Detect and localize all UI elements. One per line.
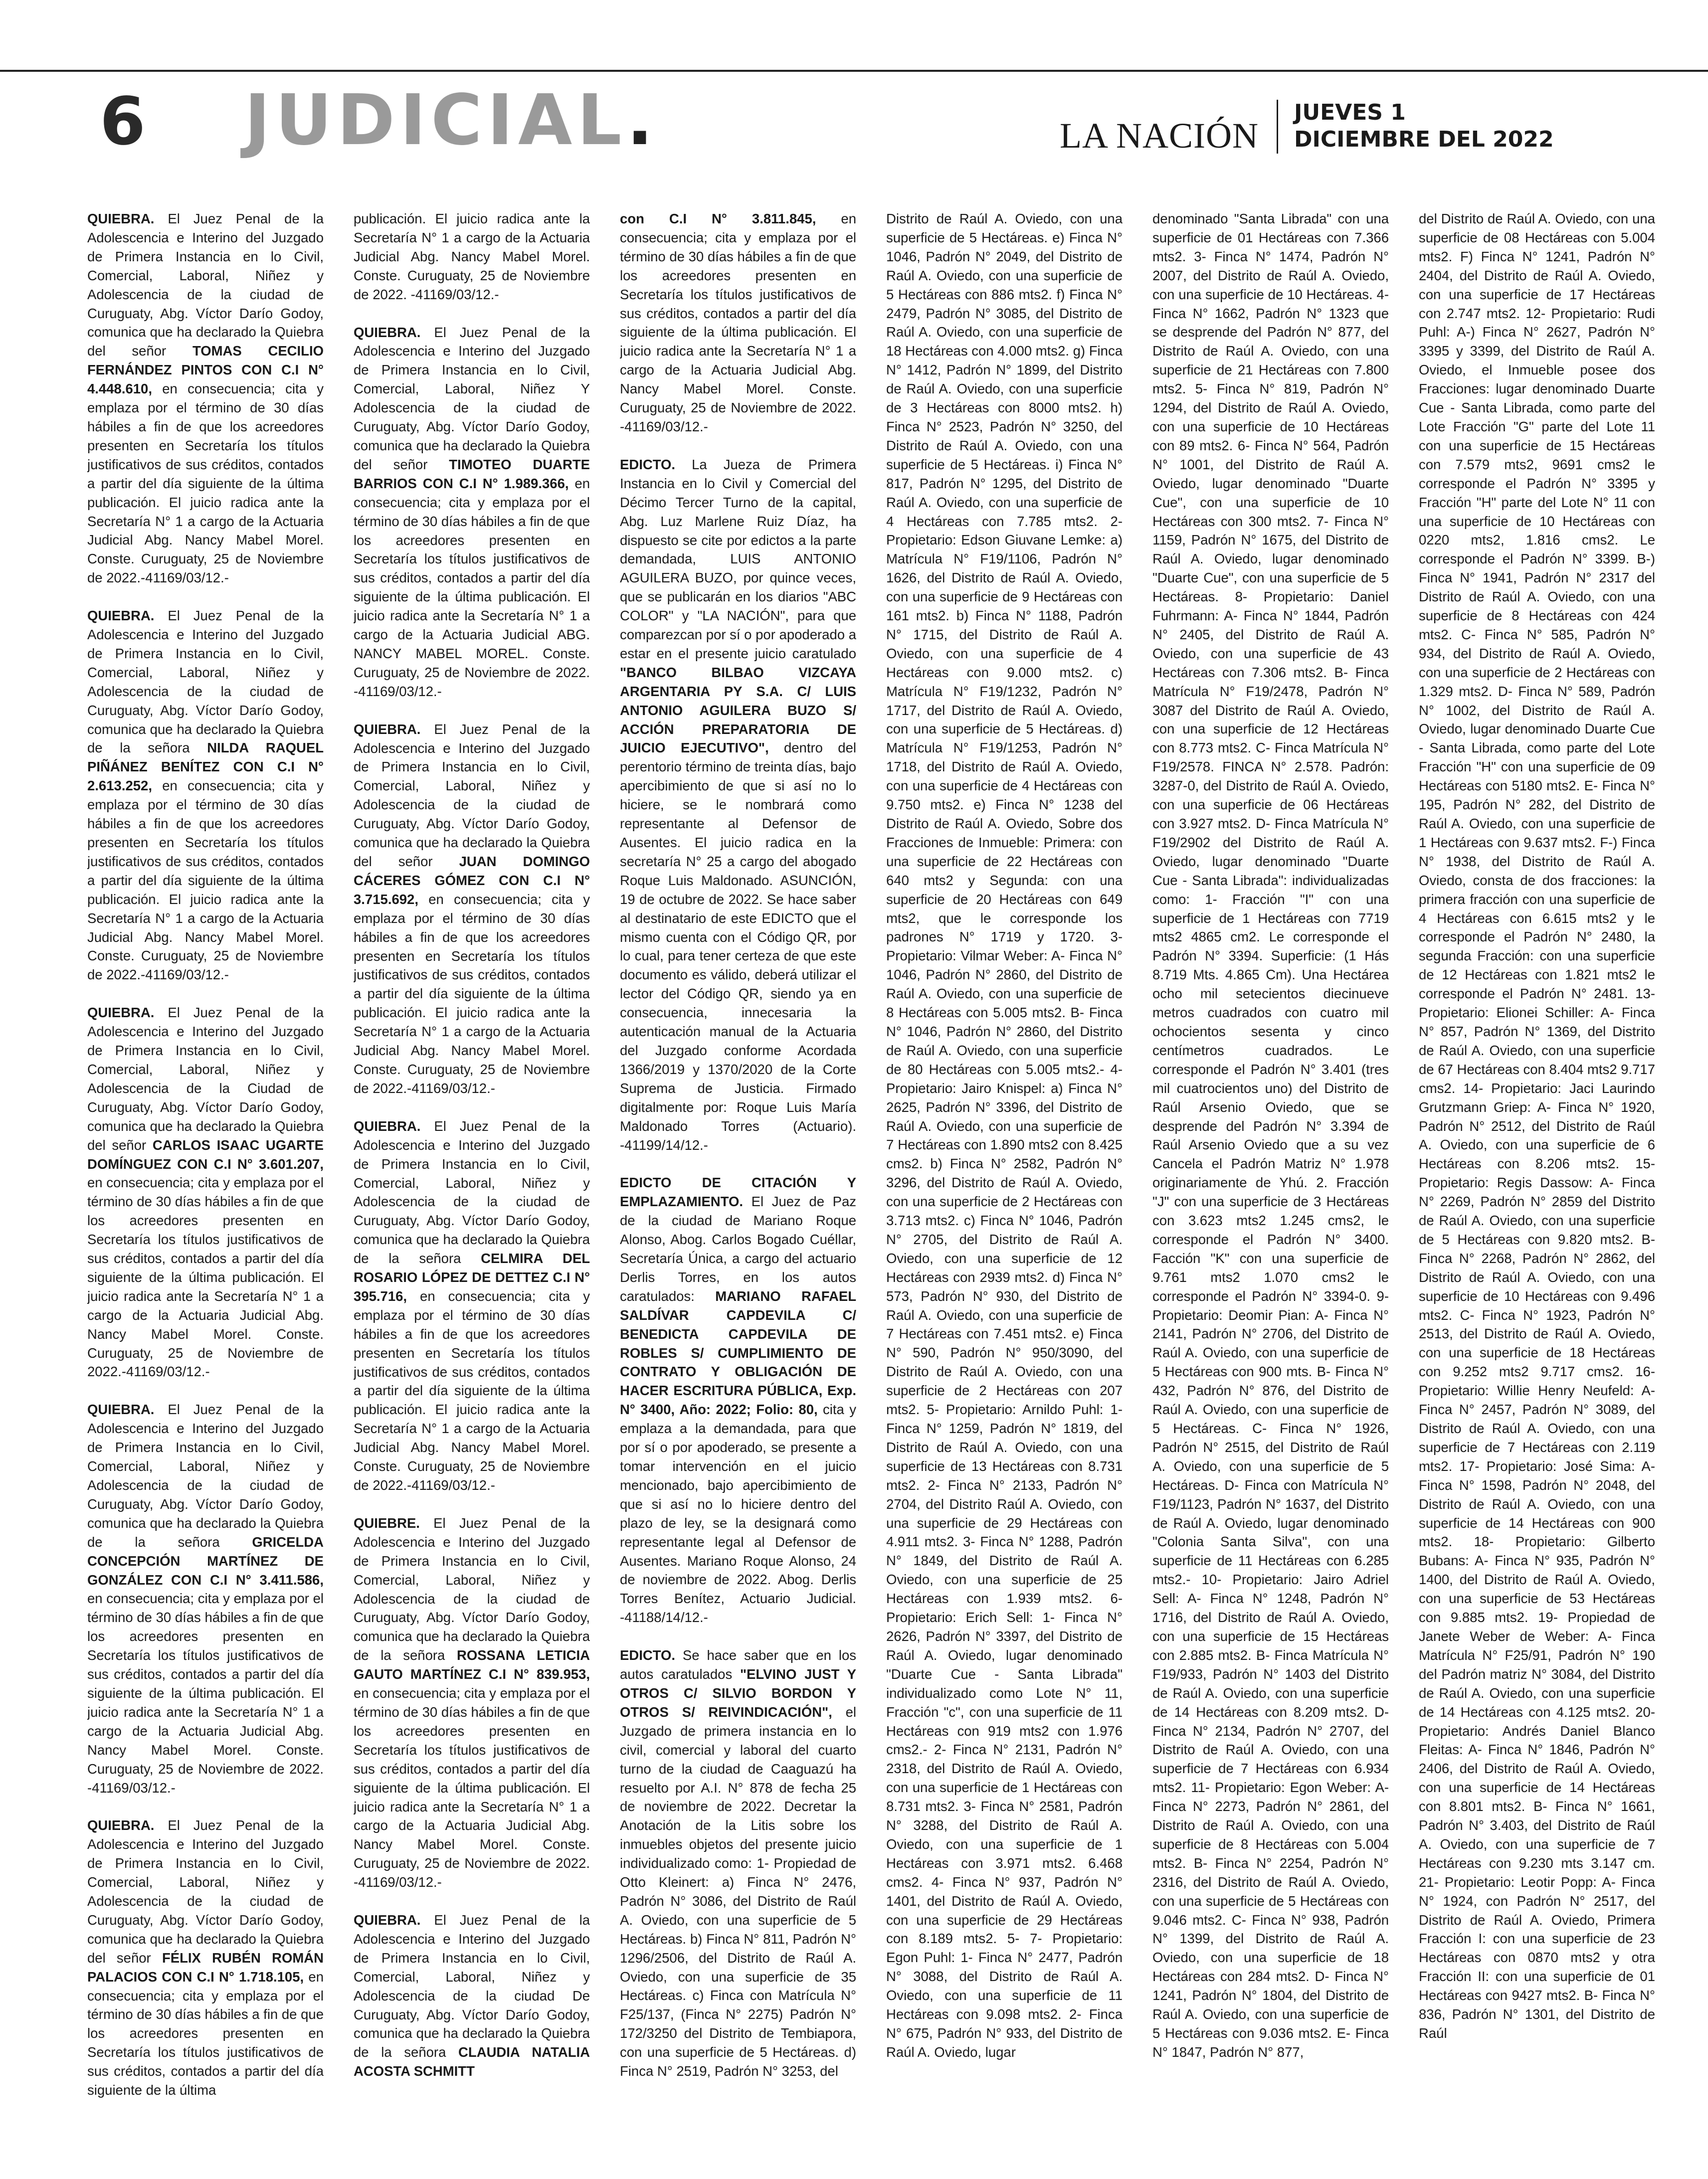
notice-bold-text: QUIEBRA.: [87, 1402, 155, 1418]
notice-text: en consecuencia; cita y emplaza por el término de 30 días hábiles a fin de que los acreedores presenten en Secretaría los títulos justificativos de sus créditos, contados a partir del día siguiente de la última publicación. El juicio radica ante la Secretaría N° 1 a cargo de la Actuaria Judicial Abg. Nancy Mabel Morel. Conste. Curuguaty, 25 de Noviembre de 2022.-41169/03/12.-: [87, 778, 324, 983]
notice-text: El Juez Penal de la Adolescencia e Interino del Juzgado de Primera Instancia en lo Civil, Comercial, Laboral, Niñez y Adolescencia de la Ciudad de Curuguaty, Abg. Víctor Darío Godoy, comunica que ha declarado la Quiebra del señor: [87, 1005, 324, 1153]
notice-text: en consecuencia; cita y emplaza por el término de 30 días hábiles a fin de que los acreedores presenten en Secretaría los títulos justificativos de sus créditos, contados a partir del día siguiente de la última publicación. El juicio radica ante la Secretaría N° 1 a cargo de la Actuaria Judicial Abg. Nancy Mabel Morel. Conste. Curuguaty, 25 de Noviembre de 2022.-41169/03/12.-: [87, 381, 324, 586]
notice-bold-text: EDICTO DE CITACIÓN Y EMPLAZAMIENTO.: [620, 1175, 856, 1210]
header-rule: [0, 70, 1708, 72]
notice-bold-text: QUIEBRA.: [87, 608, 155, 624]
classifieds-columns: [87, 209, 1656, 2154]
notice-bold-text: QUIEBRE.: [354, 1515, 420, 1531]
legal-notice: [354, 1117, 590, 1495]
newspaper-logo: LA NACIÓN: [1060, 116, 1259, 156]
notice-text: El Juez Penal de la Adolescencia e Interino del Juzgado de Primera Instancia en lo Civil, Comercial, Laboral, Niñez y Adolescencia de la ciudad De Curuguaty, Abg. Víctor Darío Godoy, comunica que ha declarado la Quiebra de la señora: [354, 1912, 590, 2060]
notice-text: El Juez Penal de la Adolescencia e Interino del Juzgado de Primera Instancia en lo Civil, Comercial, Laboral, Niñez Y Adolescencia de la ciudad de Curuguaty, Abg. Víctor Darío Godoy, comunica que ha declarado la Quiebra del señor: [354, 324, 590, 472]
legal-notice: [87, 606, 324, 984]
legal-notice: [87, 1400, 324, 1797]
legal-notice: [620, 1173, 856, 1627]
legal-notice: [620, 209, 856, 436]
text-column-3: [620, 209, 856, 2154]
notice-text: El Juez Penal de la Adolescencia e Interino del Juzgado de Primera Instancia en lo Civil, Comercial, Laboral, Niñez y Adolescencia de la ciudad de Curuguaty, Abg. Víctor Darío Godoy, comunica que ha declarado la Quiebra de la señora: [354, 1118, 590, 1267]
notice-bold-text: CARLOS ISAAC UGARTE DOMÍNGUEZ CON C.I N° 3.601.207,: [87, 1137, 324, 1172]
notice-text: Se hace saber que en los autos caratulados: [620, 1647, 856, 1682]
legal-notice: [87, 209, 324, 587]
notice-text: El Juez Penal de la Adolescencia e Interino del Juzgado de Primera Instancia en lo Civil, Comercial, Laboral, Niñez y Adolescencia de la ciudad de Curuguaty, Abg. Víctor Darío Godoy, comunica que ha declarado la Quiebra de la señora: [354, 1515, 590, 1663]
notice-bold-text: ROSSANA LETICIA GAUTO MARTÍNEZ C.I N° 839.953,: [354, 1647, 590, 1682]
notice-text: en consecuencia; cita y emplaza por el término de 30 días hábiles a fin de que los acreedores presenten en Secretaría los títulos justificativos de sus créditos, contados a partir del día siguiente de la última publicación. El juicio radica ante la Secretaría N° 1 a cargo de la Actuaria Judicial Abg. Nancy Mabel Morel. Conste. Curuguaty, 25 de Noviembre de 2022. -41169/03/12.-: [354, 1685, 590, 1890]
notice-text: en consecuencia; cita y emplaza por el término de 30 días hábiles a fin de que los acreedores presenten en Secretaría los títulos justificativos de sus créditos, contados a partir del día siguiente de la última publicación. El juicio radica ante la Secretaría N° 1 a cargo de la Actuaria Judicial Abg. Nancy Mabel Morel. Conste. Curuguaty, 25 de Noviembre de 2022.-41169/03/12.-: [354, 1288, 590, 1493]
notice-text: del Distrito de Raúl A. Oviedo, con una superficie de 08 Hectáreas con 5.004 mts2. F) Finca N° 1241, Padrón N° 2404, del Distrito de Raúl A. Oviedo, con una superficie de 17 Hectáreas con 2.747 mts2. 12- Propietario: Rudi Puhl: A-) Finca N° 2627, Padrón N° 3395 y 3399, del Distrito de Raúl A. Oviedo, el Inmueble posee dos Fracciones: lugar denominado Duarte Cue - Santa Librada, como parte del Lote Fracción "G" parte del Lote 11 con una superficie de 15 Hectáreas con 7.579 mts2, 9691 cms2 le corresponde el Padrón N° 3395 y Fracción "H" parte del Lote N° 11 con una superficie de 10 Hectáreas con 0220 mts2, 1.816 cms2. Le corresponde el Padrón N° 3399. B-) Finca N° 1941, Padrón N° 2317 del Distrito de Raúl A. Oviedo, con una superficie de 8 Hectáreas con 424 mts2. C- Finca N° 585, Padrón N° 934, del Distrito de Raúl A. Oviedo, con una superficie de 2 Hectáreas con 1.329 mts2. D- Finca N° 589, Padrón N° 1002, del Distrito de Raúl A. Oviedo, lugar denominado Duarte Cue - Santa Librada, como parte del Lote Fracción "H" con una superficie de 09 Hectáreas con 5180 mts2. E- Finca N° 195, Padrón N° 282, del Distrito de Raúl A. Oviedo, con una superficie de 1 Hectáreas con 9.637 mts2. F-) Finca N° 1938, del Distrito de Raúl A. Oviedo, consta de dos fracciones: la primera fracción con una superficie de 4 Hectáreas con 6.615 mts2 y le corresponde el Padrón N° 2480, la segunda Fracción: con una superficie de 12 Hectáreas con 1.821 mts2 le corresponde el Padrón N° 2481. 13- Propietario: Elionei Schiller: A- Finca N° 857, Padrón N° 1369, del Distrito de Raúl A. Oviedo, con una superficie de 67 Hectáreas con 8.404 mts2 9.717 cms2. 14- Propietario: Jaci Laurindo Grutzmann Griep: A- Finca N° 1920, Padrón N° 2512, del Distrito de Raúl A. Oviedo, con una superficie de 6 Hectáreas con 8.206 mts2. 15- Propietario: Regis Dassow: A- Finca N° 2269, Padrón N° 2859 del Distrito de Raúl A. Oviedo, con una superficie de 5 Hectáreas con 9.820 mts2. B- Finca N° 2268, Padrón N° 2862, del Distrito de Raúl A. Oviedo, con una superficie de 10 Hectáreas con 9.496 mts2. C- Finca N° 1923, Padrón N° 2513, del Distrito de Raúl A. Oviedo, con una superficie de 18 Hectáreas con 9.252 mts2 9.717 cms2. 16- Propietario: Willie Henry Neufeld: A- Finca N° 2457, Padrón N° 3089, del Distrito de Raúl A. Oviedo, con una superficie de 7 Hectáreas con 2.119 mts2. 17- Propietario: José Sima: A- Finca N° 1598, Padrón N° 2048, del Distrito de Raúl A. Oviedo, con una superficie de 14 Hectáreas con 900 mts2. 18- Propietario: Gilberto Bubans: A- Finca N° 935, Padrón N° 1400, del Distrito de Raúl A. Oviedo, con una superficie de 53 Hectáreas con 9.885 mts2. 19- Propiedad de Janete Weber de Weber: A- Finca Matrícula N° F25/91, Padrón N° 190 del Padrón matriz N° 3084, del Distrito de Raúl A. Oviedo, con una superficie de 14 Hectáreas con 4.125 mts2. 20- Propietario: Andrés Daniel Blanco Fleitas: A- Finca N° 1846, Padrón N° 2406, del Distrito de Raúl A. Oviedo, con una superficie de 14 Hectáreas con 8.801 mts2. B- Finca N° 1661, Padrón N° 3.403, del Distrito de Raúl A. Oviedo, con una superficie de 7 Hectáreas con 9.230 mts 3.147 cm. 21- Propietario: Leotir Popp: A- Finca N° 1924, con Padrón N° 2517, del Distrito de Raúl A. Oviedo, Primera Fracción I: con una superficie de 23 Hectáreas con 0870 mts2 y otra Fracción II: con una superficie de 01 Hectáreas con 9427 mts2. B- Finca N° 836, Padrón N° 1301, del Distrito de Raúl: [1419, 211, 1655, 2041]
notice-bold-text: NILDA RAQUEL PIÑÁNEZ BENÍTEZ CON C.I N° 2.613.252,: [87, 740, 324, 794]
notice-bold-text: "ELVINO JUST Y OTROS C/ SILVIO BORDON Y OTROS S/ REIVINDICACIÓN",: [620, 1666, 856, 1720]
notice-text: en consecuencia; cita y emplaza por el término de 30 días hábiles a fin de que los acreedores presenten en Secretaría los títulos justificativos de sus créditos, contados a partir del día siguiente de la última publicación. El juicio radica ante la Secretaría N° 1 a cargo de la Actuaria Judicial Abg. Nancy Mabel Morel. Conste. Curuguaty, 25 de Noviembre de 2022.-41169/03/12.-: [354, 891, 590, 1096]
legal-notice: [620, 455, 856, 1155]
section-dot: .: [626, 80, 658, 161]
legal-notice: [354, 209, 590, 304]
notice-text: denominado "Santa Librada" con una superficie de 01 Hectáreas con 7.366 mts2. 3- Finca N° 1474, Padrón N° 2007, del Distrito de Raúl A. Oviedo, con una superficie de 10 Hectáreas. 4- Finca N° 1662, Padrón N° 1323 que se desprende del Padrón N° 877, del Distrito de Raúl A. Oviedo, con una superficie de 21 Hectáreas con 7.800 mts2. 5- Finca N° 819, Padrón N° 1294, del Distrito de Raúl A. Oviedo, con una superficie de 10 Hectáreas con 89 mts2. 6- Finca N° 564, Padrón N° 1001, del Distrito de Raúl A. Oviedo, lugar denominado "Duarte Cue", con una superficie de 10 Hectáreas con 300 mts2. 7- Finca N° 1159, Padrón N° 1675, del Distrito de Raúl A. Oviedo, lugar denominado "Duarte Cue", con una superficie de 5 Hectáreas. 8- Propietario: Daniel Fuhrmann: A- Finca N° 1844, Padrón N° 2405, del Distrito de Raúl A. Oviedo, con una superficie de 43 Hectáreas con 7.306 mts2. B- Finca Matrícula N° F19/2478, Padrón N° 3087 del Distrito de Raúl A. Oviedo, con una superficie de 12 Hectáreas con 8.773 mts2. C- Finca Matrícula N° F19/2578. FINCA N° 2.578. Padrón: 3287-0, del Distrito de Raúl A. Oviedo, con una superficie de 06 Hectáreas con 3.927 mts2. D- Finca Matrícula N° F19/2902 del Distrito de Raúl A. Oviedo, lugar denominado "Duarte Cue - Santa Librada": individualizadas como: 1- Fracción "I" con una superficie de 1 Hectáreas con 7719 mts2 4865 cm2. Le corresponde el Padrón N° 3394. Superficie: (1 Hás 8.719 Mts. 4.865 Cm). Una Hectárea ocho mil setecientos diecinueve metros cuadrados con cuatro mil ochocientos sesenta y cinco centímetros cuadrados. Le corresponde el Padrón N° 3.401 (tres mil cuatrocientos uno) del Distrito de Raúl Arsenio Oviedo, que se desprende del Padrón N° 3.394 de Raúl Arsenio Oviedo que a su vez Cancela el Padrón Matriz N° 1.978 originariamente de Yhú. 2. Fracción "J" con una superficie de 3 Hectáreas con 3.623 mts2 1.245 cms2, le corresponde el Padrón N° 3400. Facción "K" con una superficie de 9.761 mts2 1.070 cms2 le corresponde el Padrón N° 3394-0. 9- Propietario: Deomir Pian: A- Finca N° 2141, Padrón N° 2706, del Distrito de Raúl A. Oviedo, con una superficie de 5 Hectáreas con 900 mts. B- Finca N° 432, Padrón N° 876, del Distrito de Raúl A. Oviedo, con una superficie de 5 Hectáreas. C- Finca N° 1926, Padrón N° 2515, del Distrito de Raúl A. Oviedo, con una superficie de 5 Hectáreas. D- Finca con Matrícula N° F19/1123, Padrón N° 1637, del Distrito de Raúl A. Oviedo, lugar denominado "Colonia Santa Silva", con una superficie de 11 Hectáreas con 6.285 mts2.- 10- Propietario: Jairo Adriel Sell: A- Finca N° 1248, Padrón N° 1716, del Distrito de Raúl A. Oviedo, con una superficie de 15 Hectáreas con 2.885 mts2. B- Finca Matrícula N° F19/933, Padrón N° 1403 del Distrito de Raúl A. Oviedo, con una superficie de 14 Hectáreas con 8.209 mts2. D- Finca N° 2134, Padrón N° 2707, del Distrito de Raúl A. Oviedo, con una superficie de 7 Hectáreas con 6.934 mts2. 11- Propietario: Egon Weber: A- Finca N° 2273, Padrón N° 2861, del Distrito de Raúl A. Oviedo, con una superficie de 8 Hectáreas con 5.004 mts2. B- Finca N° 2254, Padrón N° 2316, del Distrito de Raúl A. Oviedo, con una superficie de 5 Hectáreas con 9.046 mts2. C- Finca N° 938, Padrón N° 1399, del Distrito de Raúl A. Oviedo, con una superficie de 18 Hectáreas con 284 mts2. D- Finca N° 1241, Padrón N° 1804, del Distrito de Raúl A. Oviedo, con una superficie de 5 Hectáreas con 9.036 mts2. E- Finca N° 1847, Padrón N° 877,: [1152, 211, 1389, 2060]
notice-bold-text: QUIEBRA.: [354, 324, 421, 340]
legal-notice: [354, 323, 590, 701]
notice-bold-text: GRICELDA CONCEPCIÓN MARTÍNEZ DE GONZÁLEZ CON C.I N° 3.411.586,: [87, 1534, 324, 1588]
legal-notice: [354, 1911, 590, 2081]
notice-bold-text: EDICTO.: [620, 1647, 676, 1663]
notice-text: El Juez Penal de la Adolescencia e Interino del Juzgado de Primera Instancia en lo Civil, Comercial, Laboral, Niñez y Adolescencia de la ciudad de Curuguaty, Abg. Víctor Darío Godoy, comunica que ha declarado la Quiebra del señor: [87, 1817, 324, 1966]
notice-bold-text: con C.I N° 3.811.845,: [620, 211, 816, 226]
notice-text: El Juez Penal de la Adolescencia e Interino del Juzgado de Primera Instancia en lo Civil, Comercial, Laboral, Niñez y Adolescencia de la ciudad de Curuguaty, Abg. Víctor Darío Godoy, comunica que ha declarado la Quiebra de la señora: [87, 1402, 324, 1550]
notice-bold-text: TOMAS CECILIO FERNÁNDEZ PINTOS CON C.I N° 4.448.610,: [87, 343, 324, 397]
notice-bold-text: EDICTO.: [620, 456, 676, 472]
notice-bold-text: QUIEBRA.: [354, 721, 421, 737]
notice-bold-text: "BANCO BILBAO VIZCAYA ARGENTARIA PY S.A. C/ LUIS ANTONIO AGUILERA BUZO S/ ACCIÓN PREPARATORIA DE JUICIO EJECUTIVO",: [620, 664, 856, 756]
notice-text: El Juez Penal de la Adolescencia e Interino del Juzgado de Primera Instancia en lo Civil, Comercial, Laboral, Niñez y Adolescencia de la ciudad de Curuguaty, Abg. Víctor Darío Godoy, comunica que ha declarado la Quiebra de la señora: [87, 608, 324, 756]
notice-text: El Juez de Paz de la ciudad de Mariano Roque Alonso, Abog. Carlos Bogado Cuéllar, Secretaría Única, a cargo del actuario Derlis Torres, en los autos caratulados:: [620, 1194, 856, 1304]
notice-bold-text: JUAN DOMINGO CÁCERES GÓMEZ CON C.I N° 3.715.692,: [354, 854, 590, 907]
page-number: 6: [100, 83, 147, 160]
notice-bold-text: QUIEBRA.: [87, 1817, 155, 1833]
notice-text: cita y emplaza a la demandada, para que por sí o por apoderado, se presente a tomar intervención en el juicio mencionado, bajo apercibimiento de que si así no lo hiciere dentro del plazo de ley, se la designará como representante legal al Defensor de Ausentes. Mariano Roque Alonso, 24 de noviembre de 2022. Abog. Derlis Torres Benítez, Actuario Judicial. -41188/14/12.-: [620, 1402, 856, 1626]
notice-text: publicación. El juicio radica ante la Secretaría N° 1 a cargo de la Actuaria Judicial Abg. Nancy Mabel Morel. Conste. Curuguaty, 25 de Noviembre de 2022. -41169/03/12.-: [354, 211, 590, 302]
legal-notice: [354, 720, 590, 1098]
notice-text: dentro del perentorio término de treinta días, bajo apercibimiento de que si así no lo hiciere, se le nombrará como representante al Defensor de Ausentes. El juicio radica en la secretaría N° 25 a cargo del abogado Roque Luis Maldonado. ASUNCIÓN, 19 de octubre de 2022. Se hace saber al destinatario de este EDICTO que el mismo cuenta con el Código QR, por lo cual, para tener certeza de que este documento es válido, deberá utilizar el lector del Código QR, siendo ya en consecuencia, innecesaria la autenticación manual de la Actuaria del Juzgado conforme Acordada 1366/2019 y 1370/2020 de la Corte Suprema de Justicia. Firmado digitalmente por: Roque Luis María Maldonado Torres (Actuario). -41199/14/12.-: [620, 740, 856, 1153]
text-column-4: [886, 209, 1123, 2154]
issue-date: DICIEMBRE DEL 2022: [1294, 127, 1554, 152]
notice-text: en consecuencia; cita y emplaza por el término de 30 días hábiles a fin de que los acreedores presenten en Secretaría los títulos justificativos de sus créditos, contados a partir del día siguiente de la última publicación. El juicio radica ante la Secretaría N° 1 a cargo de la Actuaria Judicial Abg. Nancy Mabel Morel. Conste. Curuguaty, 25 de Noviembre de 2022. -41169/03/12.-: [87, 1591, 324, 1796]
text-column-5: [1152, 209, 1389, 2154]
notice-bold-text: QUIEBRA.: [354, 1912, 421, 1928]
notice-bold-text: QUIEBRA.: [87, 1005, 155, 1021]
notice-text: La Jueza de Primera Instancia en lo Civil y Comercial del Décimo Tercer Turno de la capital, Abg. Luz Marlene Ruiz Díaz, ha dispuesto se cite por edictos a la parte demandada, LUIS ANTONIO AGUILERA BUZO, por quince veces, que se publicarán en los diarios "ABC COLOR" y "LA NACIÓN", para que comparezcan por sí o por apoderado a estar en el presente juicio caratulado: [620, 456, 856, 661]
section-title: [244, 80, 658, 161]
notice-bold-text: CELMIRA DEL ROSARIO LÓPEZ DE DETTEZ C.I N° 395.716,: [354, 1251, 590, 1304]
notice-bold-text: QUIEBRA.: [354, 1118, 421, 1134]
notice-text: el Juzgado de primera instancia en lo civil, comercial y laboral del cuarto turno de la ciudad de Caaguazú ha resuelto por A.I. N° 878 de fecha 25 de noviembre de 2022. Decretar la Anotación de la Litis sobre los inmuebles objetos del presente juicio individualizado como: 1- Propiedad de Otto Kleinert: a) Finca N° 2476, Padrón N° 3086, del Distrito de Raúl A. Oviedo, con una superficie de 5 Hectáreas. b) Finca N° 811, Padrón N° 1296/2506, del Distrito de Raúl A. Oviedo, con una superficie de 35 Hectáreas. c) Finca con Matrícula N° F25/137, (Finca N° 2275) Padrón N° 172/3250 del Distrito de Tembiapora, con una superficie de 5 Hectáreas. d) Finca N° 2519, Padrón N° 3253, del: [620, 1704, 856, 2079]
notice-bold-text: FÉLIX RUBÉN ROMÁN PALACIOS CON C.I N° 1.718.105,: [87, 1950, 324, 1985]
notice-text: en consecuencia; cita y emplaza por el término de 30 días hábiles a fin de que los acreedores presenten en Secretaría los títulos justificativos de sus créditos, contados a partir del día siguiente de la última: [87, 1969, 324, 2098]
notice-text: en consecuencia; cita y emplaza por el término de 30 días hábiles a fin de que los acreedores presenten en Secretaría los títulos justificativos de sus créditos, contados a partir del día siguiente de la última publicación. El juicio radica ante la Secretaría N° 1 a cargo de la Actuaria Judicial Abg. Nancy Mabel Morel. Conste. Curuguaty, 25 de Noviembre de 2022. -41169/03/12.-: [620, 211, 856, 434]
notice-bold-text: TIMOTEO DUARTE BARRIOS CON C.I N° 1.989.366,: [354, 456, 590, 491]
legal-notice: [1152, 209, 1389, 2062]
notice-bold-text: CLAUDIA NATALIA ACOSTA SCHMITT: [354, 2044, 590, 2079]
legal-notice: [1419, 209, 1655, 2043]
legal-notice: [620, 1646, 856, 2081]
text-column-6: [1419, 209, 1655, 2154]
legal-notice: [87, 1003, 324, 1381]
notice-text: en consecuencia; cita y emplaza por el término de 30 días hábiles a fin de que los acreedores presenten en Secretaría los títulos justificativos de sus créditos, contados a partir del día siguiente de la última publicación. El juicio radica ante la Secretaría N° 1 a cargo de la Actuaria Judicial Abg. Nancy Mabel Morel. Conste. Curuguaty, 25 de Noviembre de 2022.-41169/03/12.-: [87, 1175, 324, 1380]
legal-notice: [886, 209, 1123, 2062]
text-column-2: [354, 209, 590, 2154]
legal-notice: [87, 1816, 324, 2100]
notice-text: en consecuencia; cita y emplaza por el término de 30 días hábiles a fin de que los acreedores presenten en Secretaría los títulos justificativos de sus créditos, contados a partir del día siguiente de la última publicación. El juicio radica ante la Secretaría N° 1 a cargo de la Actuaria Judicial ABG. NANCY MABEL MOREL. Conste. Curuguaty, 25 de Noviembre de 2022. -41169/03/12.-: [354, 475, 590, 699]
notice-text: Distrito de Raúl A. Oviedo, con una superficie de 5 Hectáreas. e) Finca N° 1046, Padrón N° 2049, del Distrito de Raúl A. Oviedo, con una superficie de 5 Hectáreas con 886 mts2. f) Finca N° 2479, Padrón N° 3085, del Distrito de Raúl A. Oviedo, con una superficie de 18 Hectáreas con 4.000 mts2. g) Finca N° 1412, Padrón N° 1899, del Distrito de Raúl A. Oviedo, con una superficie de 3 Hectáreas con 8000 mts2. h) Finca N° 2523, Padrón N° 3250, del Distrito de Raúl A. Oviedo, con una superficie de 5 Hectáreas. i) Finca N° 817, Padrón N° 1295, del Distrito de Raúl A. Oviedo, con una superficie de 4 Hectáreas con 7.785 mts2. 2- Propietario: Edson Giuvane Lemke: a) Matrícula N° F19/1106, Padrón N° 1626, del Distrito de Raúl A. Oviedo, con una superficie de 9 Hectáreas con 161 mts2. b) Finca N° 1188, Padrón N° 1715, del Distrito de Raúl A. Oviedo, con una superficie de 4 Hectáreas con 9.000 mts2. c) Matrícula N° F19/1232, Padrón N° 1717, del Distrito de Raúl A. Oviedo, con una superficie de 5 Hectáreas. d) Matrícula N° F19/1253, Padrón N° 1718, del Distrito de Raúl A. Oviedo, con una superficie de 4 Hectáreas con 9.750 mts2. e) Finca N° 1238 del Distrito de Raúl A. Oviedo, Sobre dos Fracciones de Inmueble: Primera: con una superficie de 22 Hectáreas con 640 mts2 y Segunda: con una superficie de 20 Hectáreas con 649 mts2, que le corresponde los padrones N° 1719 y 1720. 3- Propietario: Vilmar Weber: A- Finca N° 1046, Padrón N° 2860, del Distrito de Raúl A. Oviedo, con una superficie de 8 Hectáreas con 5.005 mts2. B- Finca N° 1046, Padrón N° 2860, del Distrito de Raúl A. Oviedo, con una superficie de 80 Hectáreas con 5.005 mts2.- 4- Propietario: Jairo Knispel: a) Finca N° 2625, Padrón N° 3396, del Distrito de Raúl A. Oviedo, con una superficie de 7 Hectáreas con 1.890 mts2 con 8.425 cms2. b) Finca N° 2582, Padrón N° 3296, del Distrito de Raúl A. Oviedo, con una superficie de 2 Hectáreas con 3.713 mts2. c) Finca N° 1046, Padrón N° 2705, del Distrito de Raúl A. Oviedo, con una superficie de 12 Hectáreas con 2939 mts2. d) Finca N° 573, Padrón N° 930, del Distrito de Raúl A. Oviedo, con una superficie de 7 Hectáreas con 7.451 mts2. e) Finca N° 590, Padrón N° 950/3090, del Distrito de Raúl A. Oviedo, con una superficie de 2 Hectáreas con 207 mts2. 5- Propietario: Arnildo Puhl: 1- Finca N° 1259, Padrón N° 1819, del Distrito de Raúl A. Oviedo, con una superficie de 13 Hectáreas con 8.731 mts2. 2- Finca N° 2133, Padrón N° 2704, del Distrito Raúl A. Oviedo, con una superficie de 29 Hectáreas con 4.911 mts2. 3- Finca N° 1288, Padrón N° 1849, del Distrito de Raúl A. Oviedo, con una superficie de 25 Hectáreas con 1.939 mts2. 6- Propietario: Erich Sell: 1- Finca N° 2626, Padrón N° 3397, del Distrito de Raúl A. Oviedo, lugar denominado "Duarte Cue - Santa Librada" individualizado como Lote N° 11, Fracción "c", con una superficie de 11 Hectáreas con 919 mts2 con 1.976 cms2.- 2- Finca N° 2131, Padrón N° 2318, del Distrito de Raúl A. Oviedo, con una superficie de 1 Hectáreas con 8.731 mts2. 3- Finca N° 2581, Padrón N° 3288, del Distrito de Raúl A. Oviedo, con una superficie de 1 Hectáreas con 3.971 mts2. 6.468 cms2. 4- Finca N° 937, Padrón N° 1401, del Distrito de Raúl A. Oviedo, con una superficie de 29 Hectáreas con 8.189 mts2. 5- 7- Propietario: Egon Puhl: 1- Finca N° 2477, Padrón N° 3088, del Distrito de Raúl A. Oviedo, con una superficie de 11 Hectáreas con 9.098 mts2. 2- Finca N° 675, Padrón N° 933, del Distrito de Raúl A. Oviedo, lugar: [886, 211, 1123, 2060]
notice-text: El Juez Penal de la Adolescencia e Interino del Juzgado de Primera Instancia en lo Civil, Comercial, Laboral, Niñez y Adolescencia de la ciudad de Curuguaty, Abg. Víctor Darío Godoy, comunica que ha declarado la Quiebra del señor: [87, 211, 324, 359]
issue-weekday: JUEVES 1: [1294, 100, 1406, 125]
text-column-1: [87, 209, 324, 2154]
notice-bold-text: MARIANO RAFAEL SALDÍVAR CAPDEVILA C/ BENEDICTA CAPDEVILA DE ROBLES S/ CUMPLIMIENTO DE CONTRATO Y OBLIGACIÓN DE HACER ESCRITURA PÚBLICA, Exp. N° 3400, Año: 2022; Folio: 80,: [620, 1288, 856, 1418]
section-name: JUDICIAL: [244, 80, 627, 161]
notice-text: El Juez Penal de la Adolescencia e Interino del Juzgado de Primera Instancia en lo Civil, Comercial, Laboral, Niñez y Adolescencia de la ciudad de Curuguaty, Abg. Víctor Darío Godoy, comunica que ha declarado la Quiebra del señor: [354, 721, 590, 869]
notice-bold-text: QUIEBRA.: [87, 211, 155, 226]
legal-notice: [354, 1514, 590, 1892]
header-divider: [1277, 100, 1278, 154]
